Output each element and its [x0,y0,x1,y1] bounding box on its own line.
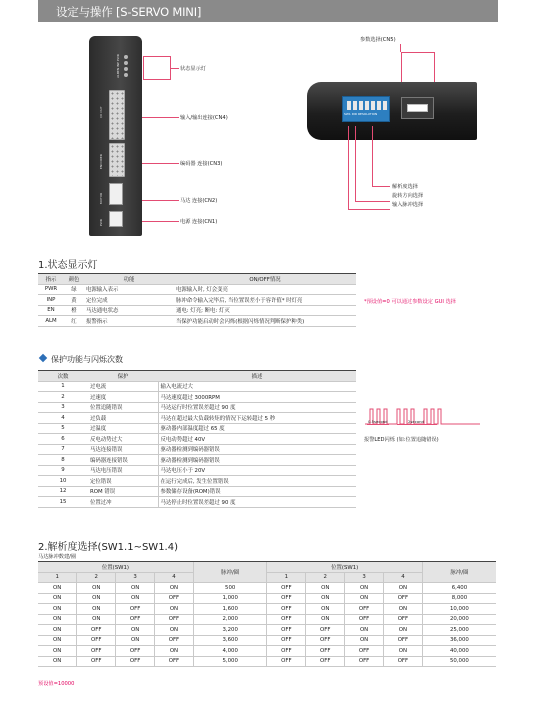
table-cell: ON [116,583,155,594]
table-cell: 定位错误 [88,476,158,487]
table-row [38,476,356,487]
table-cell: OFF [267,604,306,615]
table-row [38,625,496,636]
table-cell: ON [38,625,77,636]
table-cell: OFF [77,646,116,657]
table-row [38,316,356,327]
table-cell: ON [384,646,423,657]
table-cell: 马达连接错误 [88,444,158,455]
page-header [38,0,498,22]
table-cell: 报警指示 [84,316,174,327]
table-row [38,434,356,445]
table-cell: 2,000 [193,614,267,625]
table-row [38,455,356,466]
col-description: 描述 [158,371,356,382]
pulse-header-right: 脉冲/圈 [422,562,496,583]
param-connector [401,97,434,119]
table-cell: OFF [345,604,384,615]
table-row [38,423,356,434]
section3-subtitle: 马达脉冲数建/圈 [38,554,77,560]
col-color: 颜色 [64,274,84,285]
callout-tick-input [348,209,390,210]
table-cell: 橙 [64,305,84,316]
table-cell: 1,000 [193,593,267,604]
table-cell: 6 [38,434,88,445]
led-label-pwr: PWR [116,54,120,61]
callout-line-dir [355,126,356,202]
table-row [38,413,356,424]
table-cell: 马达运行时位置误差超过 90 度 [158,402,356,413]
table-cell: ON [77,593,116,604]
sw-num-3-right: 3 [345,572,384,583]
table-cell: 过速度 [88,392,158,403]
table-cell: 6,400 [422,583,496,594]
table-cell: ON [38,604,77,615]
table-cell: OFF [267,583,306,594]
table-cell: 编码器连接错误 [88,455,158,466]
callout-line-power [142,221,179,222]
callout-io-connector: 输入/输出连接(CN4) [180,115,228,121]
table-cell: 25,000 [422,625,496,636]
table-cell: OFF [345,656,384,667]
table-cell: 20,000 [422,614,496,625]
led-label-alm: ALM [116,71,120,78]
table-cell: OFF [77,656,116,667]
table-cell: 位置过冲 [88,497,158,508]
table-cell: 8,000 [422,593,496,604]
col-protection: 保护 [88,371,158,382]
callout-line-led [171,68,179,69]
port-label-io: I/O OUT [99,106,103,118]
callout-line-res [372,126,373,186]
table-cell: ON [116,625,155,636]
table-cell: OFF [267,656,306,667]
table-cell: OFF [155,593,194,604]
table-cell: ON [77,604,116,615]
table-cell: ON [38,656,77,667]
dip-label: SW1 DIR RESOLUTION [344,112,378,116]
table-cell: 过温度 [88,423,158,434]
led-label-inp: INP [116,62,120,67]
section3-title: 2.解析度选择(SW1.1~SW1.4) [38,542,178,553]
table-cell: ON [384,583,423,594]
table-cell: ON [345,625,384,636]
table-cell: OFF [77,625,116,636]
table-cell: 1 [38,381,88,392]
table-cell: 绿 [64,284,84,295]
table-cell: 10,000 [422,604,496,615]
callout-line-input [348,126,349,210]
table-row [38,614,496,625]
callout-power-connector: 电源 连接(CN1) [180,219,218,225]
table-cell: 马达速度超过 3000RPM [158,392,356,403]
status-led-table [38,273,356,327]
col-indicator: 指示 [38,274,64,285]
table-cell: 脉冲命令输入完毕后, 当位置误差小于容许值* 时灯亮 [174,295,356,306]
table-cell: ON [38,593,77,604]
table-row [38,295,356,306]
table-row [38,402,356,413]
table-cell: ON [38,646,77,657]
table-row [38,284,356,295]
table-cell: 马达在超过最大负载转矩的情况下运转超过 5 秒 [158,413,356,424]
col-onoff: ON/OFF情况 [174,274,356,285]
callout-status-led: 状态显示灯 [180,66,206,72]
bullet-icon [39,354,47,362]
table-cell: ROM 错误 [88,486,158,497]
table-cell: ON [384,604,423,615]
table-cell: 3,600 [193,635,267,646]
port-label-motor: MOTOR [99,192,103,204]
table-cell: 7 [38,444,88,455]
table-row [38,381,356,392]
table-cell: ON [155,583,194,594]
table-cell: 过负载 [88,413,158,424]
table-row [38,604,496,615]
table-cell: OFF [77,635,116,646]
table-cell: OFF [384,593,423,604]
callout-tick-dir [355,201,390,202]
section2-title: 保护功能与闪烁次数 [51,355,123,364]
section2-title-wrap [40,354,123,365]
table-cell: 位置追随错误 [88,402,158,413]
section1-note: *预设值=0 可以通过参数设定 GUI 选择 [364,299,456,305]
table-cell: OFF [306,635,345,646]
table-cell: 4,000 [193,646,267,657]
table-cell: 36,000 [422,635,496,646]
table-cell: ON [77,583,116,594]
sw-num-1-right: 1 [267,572,306,583]
table-cell: ON [384,625,423,636]
table-row [38,392,356,403]
callout-motor-connector: 马达 连接(CN2) [180,198,218,204]
io-connector [109,90,125,140]
table-cell: OFF [306,656,345,667]
table-cell: OFF [384,635,423,646]
led-pwr [124,55,128,59]
callout-resolution: 解析度选择 [392,184,418,190]
table-cell: 红 [64,316,84,327]
table-cell: ON [155,604,194,615]
sw-num-4-right: 4 [384,572,423,583]
sw-num-3: 3 [116,572,155,583]
table-cell: OFF [116,646,155,657]
table-cell: ON [306,583,345,594]
table-cell: 在运行完成后, 发生位置错误 [158,476,356,487]
motor-connector [109,183,123,205]
short-interval-label: 0.5second [368,419,388,424]
table-cell: 反电动势超过 40V [158,434,356,445]
table-cell: 当保护功能启动时会闪烁(根据闪烁情况判断保护种类) [174,316,356,327]
callout-encoder-connector: 编码器 连接(CN3) [180,161,223,167]
table-cell: INP [38,295,64,306]
table-cell: OFF [155,656,194,667]
long-interval-label: 2second [408,419,424,424]
table-cell: 电源输入表示 [84,284,174,295]
table-row [38,593,496,604]
table-cell: 输入电流过大 [158,381,356,392]
sw-num-2-right: 2 [306,572,345,583]
page-title: 设定与操作 [S-SERVO MINI] [56,5,202,19]
table-cell: 马达停止时位置误差超过 90 度 [158,497,356,508]
table-cell: OFF [384,614,423,625]
table-cell: 10 [38,476,88,487]
table-cell: 12 [38,486,88,497]
table-cell: ALM [38,316,64,327]
table-row [38,635,496,646]
col-count: 次数 [38,371,88,382]
table-cell: 15 [38,497,88,508]
table-row [38,465,356,476]
table-cell: ON [38,583,77,594]
callout-line-cn5 [400,44,401,52]
table-cell: PWR [38,284,64,295]
table-cell: 3,200 [193,625,267,636]
table-cell: 2 [38,392,88,403]
port-label-pwr: PWR [99,219,103,226]
table-cell: ON [38,614,77,625]
table-cell: ON [345,635,384,646]
port-label-encoder: ENCODER [99,154,103,169]
table-cell: OFF [267,593,306,604]
group-header-left: 位置(SW1) [38,562,193,573]
table-cell: ON [306,614,345,625]
callout-param-connector: 参数选择(CN5) [360,37,396,43]
table-cell: OFF [116,614,155,625]
table-cell: OFF [267,646,306,657]
sw-num-2: 2 [77,572,116,583]
table-cell: 4 [38,413,88,424]
drive-side-view [307,82,477,140]
table-row [38,646,496,657]
table-row [38,497,356,508]
protection-table [38,370,356,508]
led-en [124,67,128,71]
table-cell: 马达通电状态 [84,305,174,316]
table-cell: 500 [193,583,267,594]
table-cell: 反电动势过大 [88,434,158,445]
section1-title: 1.状态显示灯 [38,260,98,271]
table-cell: 50,000 [422,656,496,667]
pulse-header-left: 脉冲/圈 [193,562,267,583]
table-cell: OFF [155,635,194,646]
callout-line-motor [142,200,179,201]
table-cell: ON [306,604,345,615]
table-cell: 驱动器内部温度超过 65 度 [158,423,356,434]
table-cell: ON [116,593,155,604]
table-cell: ON [116,635,155,646]
table-cell: 驱动器检测到编码器错误 [158,444,356,455]
table-cell: 驱动器检测到编码器错误 [158,455,356,466]
table-cell: OFF [384,656,423,667]
long-interval-line [397,424,437,425]
table-cell: OFF [345,646,384,657]
table-cell: OFF [345,614,384,625]
sw-num-4: 4 [155,572,194,583]
led-label-en: EN [116,67,120,72]
table-cell: ON [155,625,194,636]
power-connector [109,211,123,227]
table-cell: 定位完成 [84,295,174,306]
table-cell: OFF [306,625,345,636]
table-cell: OFF [116,604,155,615]
table-cell: EN [38,305,64,316]
blink-caption: 报警LED闪烁 (如:位置追随错误) [364,437,439,443]
section3-note: 预设值=10000 [38,681,75,687]
table-cell: ON [345,583,384,594]
table-cell: ON [155,646,194,657]
table-cell: ON [77,614,116,625]
encoder-connector [109,143,125,177]
table-cell: 8 [38,455,88,466]
col-function: 功能 [84,274,174,285]
callout-tick-res [372,186,390,187]
table-cell: OFF [155,614,194,625]
drive-front-view [89,36,142,236]
table-cell: OFF [267,625,306,636]
callout-line-io [142,117,179,118]
sw-num-1: 1 [38,572,77,583]
table-row [38,583,496,594]
table-cell: OFF [306,646,345,657]
table-row [38,444,356,455]
table-cell: 过电流 [88,381,158,392]
group-header-right: 位置(SW1) [267,562,422,573]
table-cell: 3 [38,402,88,413]
table-cell: 马达电压小于 20V [158,465,356,476]
table-cell: OFF [267,635,306,646]
table-cell: ON [306,593,345,604]
table-cell: 黄 [64,295,84,306]
table-cell: 40,000 [422,646,496,657]
table-cell: ON [38,635,77,646]
table-cell: OFF [116,656,155,667]
resolution-table [38,561,496,667]
callout-direction: 旋转方向选择 [392,193,424,199]
table-cell: 马达电压错误 [88,465,158,476]
alarm-blink-diagram [364,404,482,432]
table-cell: 通电: 灯亮; 断电: 灯灭 [174,305,356,316]
callout-line-encoder [142,163,179,164]
table-cell: 参数储存设备(ROM)错误 [158,486,356,497]
table-cell: 电源输入时, 灯会变亮 [174,284,356,295]
table-row [38,305,356,316]
table-cell: 5,000 [193,656,267,667]
callout-box-led [143,56,171,80]
table-cell: ON [345,593,384,604]
table-cell: 9 [38,465,88,476]
callout-input-pulse: 输入脉冲选择 [392,202,424,208]
led-inp [124,61,128,65]
table-row [38,486,356,497]
table-cell: 1,600 [193,604,267,615]
table-cell: OFF [267,614,306,625]
led-alm [124,73,128,77]
dip-switch-block [342,96,390,122]
table-row [38,656,496,667]
short-interval-line [367,424,389,425]
table-cell: 5 [38,423,88,434]
